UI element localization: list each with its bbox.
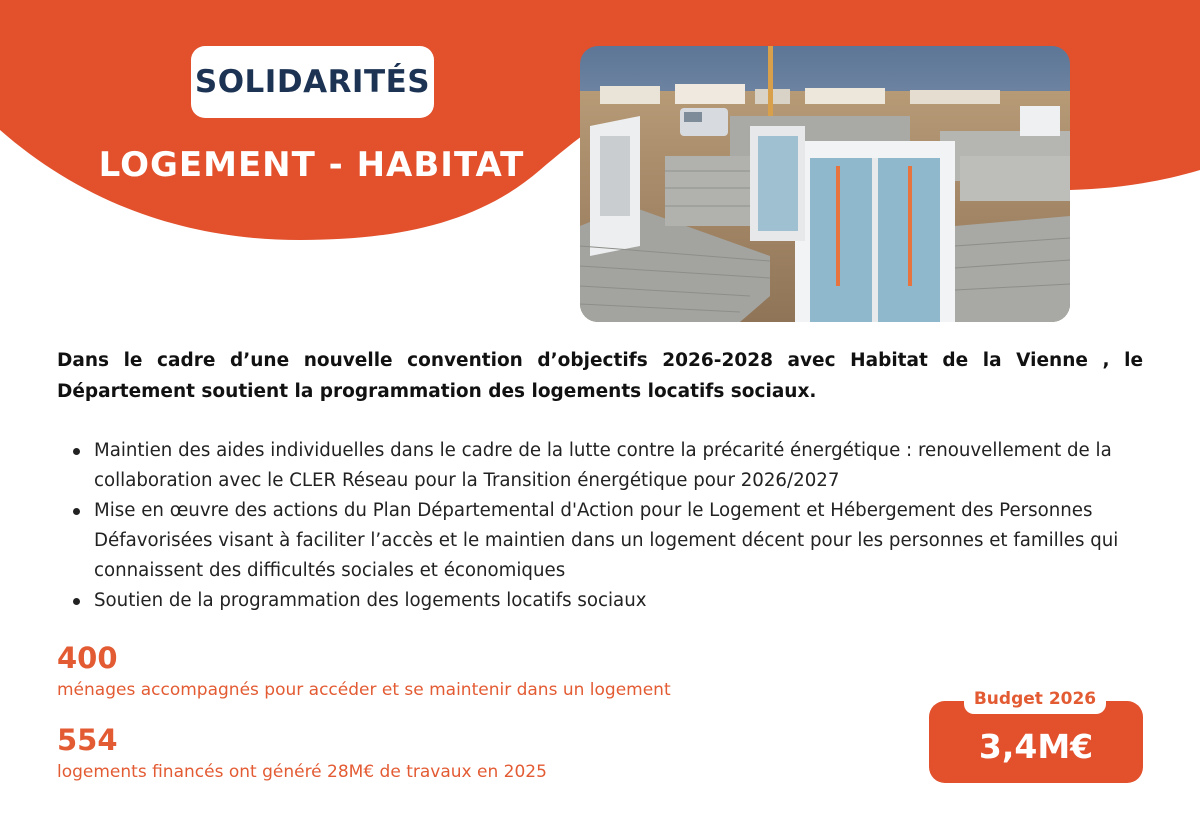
list-item <box>57 436 1143 496</box>
stat-households-number: 400 <box>57 641 118 675</box>
list-item-text: Soutien de la programmation des logements locatifs sociaux <box>94 590 647 611</box>
stat-households-label: ménages accompagnés pour accéder et se maintenir dans un logement <box>57 680 671 700</box>
bullet-icon <box>73 508 80 515</box>
list-item-text: Mise en œuvre des actions du Plan Départemental d'Action pour le Logement et Hébergement des Personnes Défavorisées visant à faciliter l’accès et le maintien dans un logement décent pour les personnes et familles qui connaissent des difficultés sociales et économiques <box>94 500 1119 581</box>
list-item-text: Maintien des aides individuelles dans le cadre de la lutte contre la précarité énergétique : renouvellement de la collaboration avec le CLER Réseau pour la Transition énergétique pour 2026/2027 <box>94 440 1112 491</box>
category-label: SOLIDARITÉS <box>194 64 431 100</box>
stat-dwellings-number: 554 <box>57 723 118 757</box>
construction-photo <box>580 46 1070 322</box>
budget-label: Budget 2026 <box>964 684 1106 714</box>
list-item <box>57 586 1143 616</box>
page-title: LOGEMENT - HABITAT <box>98 145 525 185</box>
bullet-icon <box>73 598 80 605</box>
budget-value: 3,4M€ <box>978 727 1094 766</box>
stat-dwellings-label: logements financés ont généré 28M€ de travaux en 2025 <box>57 762 547 782</box>
bullet-icon <box>73 448 80 455</box>
intro-paragraph: Dans le cadre d’une nouvelle convention d’objectifs 2026-2028 avec Habitat de la Vienne , le Département soutient la programmation des logements locatifs sociaux. <box>57 350 1143 402</box>
action-list <box>57 436 1143 616</box>
list-item <box>57 496 1143 586</box>
category-badge <box>191 46 434 118</box>
